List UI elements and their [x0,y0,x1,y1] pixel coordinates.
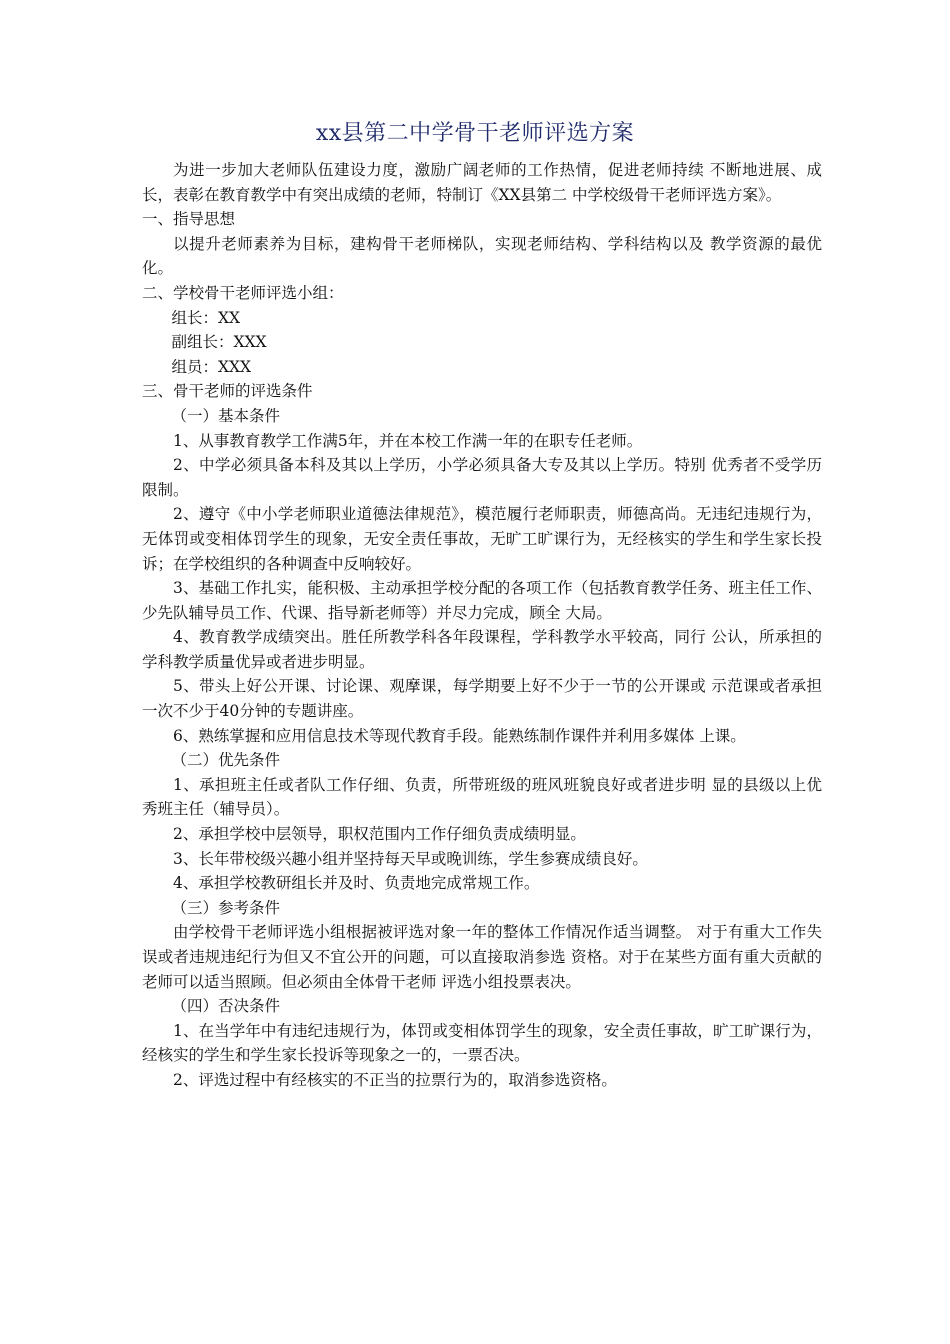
reference-condition-text: 由学校骨干老师评选小组根据被评选对象一年的整体工作情况作适当调整。 对于有重大工作失误或者违规违纪行为但又不宜公开的问题，可以直接取消参选 资格。对于在某些方面有重大贡献的老师可以适当照顾。但必须由全体骨干老师 评选小组投票表决。 [142,923,822,991]
guiding-ideology-text: 以提升老师素养为目标，建构骨干老师梯队，实现老师结构、学科结构以及 教学资源的最优化。 [142,234,822,278]
basic-condition-item: 4、教育教学成绩突出。胜任所教学科各年段课程，学科教学水平较高，同行 公认，所承担的学科教学质量优异或者进步明显。 [142,628,822,671]
basic-condition-item: 5、带头上好公开课、讨论课、观摩课，每学期要上好不少于一节的公开课或 示范课或者承担一次不少于40分钟的专题讲座。 [142,677,822,721]
document-body [142,158,822,1093]
subheading-veto-conditions: （四）否决条件 [171,997,280,1016]
section-heading-selection-group: 二、学校骨干老师评选小组： [142,283,344,302]
section-heading-guiding-ideology: 一、指导思想 [142,210,236,229]
intro-paragraph: 为进一步加大老师队伍建设力度，激励广阔老师的工作热情，促进老师持续 不断地进展、成长，表彰在教育教学中有突出成绩的老师，特制订《XX县第二 中学校级骨干老师评选方案》。 [142,161,822,204]
priority-condition-item: 2、承担学校中层领导，职权范围内工作仔细负责成绩明显。 [173,825,586,844]
section-heading-criteria: 三、骨干老师的评选条件 [142,382,313,401]
basic-condition-item: 1、从事教育教学工作满5年，并在本校工作满一年的在职专任老师。 [173,431,643,450]
priority-condition-item: 3、长年带校级兴趣小组并坚持每天早或晚训练，学生参赛成绩良好。 [173,849,648,868]
basic-condition-item: 2、中学必须具备本科及其以上学历，小学必须具备大专及其以上学历。特别 优秀者不受学历限制。 [142,456,822,499]
basic-condition-item: 2、遵守《中小学老师职业道德法律规范》，模范履行老师职责，师德高尚。无违纪违规行为，无体罚或变相体罚学生的现象，无安全责任事故，无旷工旷课行为，无经核实的学生和学生家长投诉；在学校组织的各种调查中反响较好。 [142,505,822,573]
subheading-basic-conditions: （一）基本条件 [171,406,280,425]
basic-condition-item: 3、基础工作扎实，能积极、主动承担学校分配的各项工作（包括教育教学任务、班主任工作、少先队辅导员工作、代课、指导新老师等）并尽力完成，顾全 大局。 [142,579,822,622]
document-title: xx县第二中学骨干老师评选方案 [315,121,635,146]
basic-condition-item: 6、熟练掌握和应用信息技术等现代教育手段。能熟练制作课件并利用多媒体 上课。 [173,726,746,745]
priority-condition-item: 1、承担班主任或者队工作仔细、负责，所带班级的班风班貌良好或者进步明 显的县级以上优秀班主任（辅导员）。 [142,775,822,819]
veto-condition-item: 2、评选过程中有经核实的不正当的拉票行为的，取消参选资格。 [173,1070,617,1089]
group-member: 组员：XXX [171,357,252,376]
group-leader: 组长：XX [171,308,241,327]
veto-condition-item: 1、在当学年中有违纪违规行为，体罚或变相体罚学生的现象，安全责任事故，旷工旷课行为，经核实的学生和学生家长投诉等现象之一的，一票否决。 [142,1021,822,1065]
subheading-priority-conditions: （二）优先条件 [171,751,280,770]
group-deputy: 副组长：XXX [171,333,267,352]
subheading-reference-conditions: （三）参考条件 [171,898,280,917]
priority-condition-item: 4、承担学校教研组长并及时、负责地完成常规工作。 [173,874,540,893]
